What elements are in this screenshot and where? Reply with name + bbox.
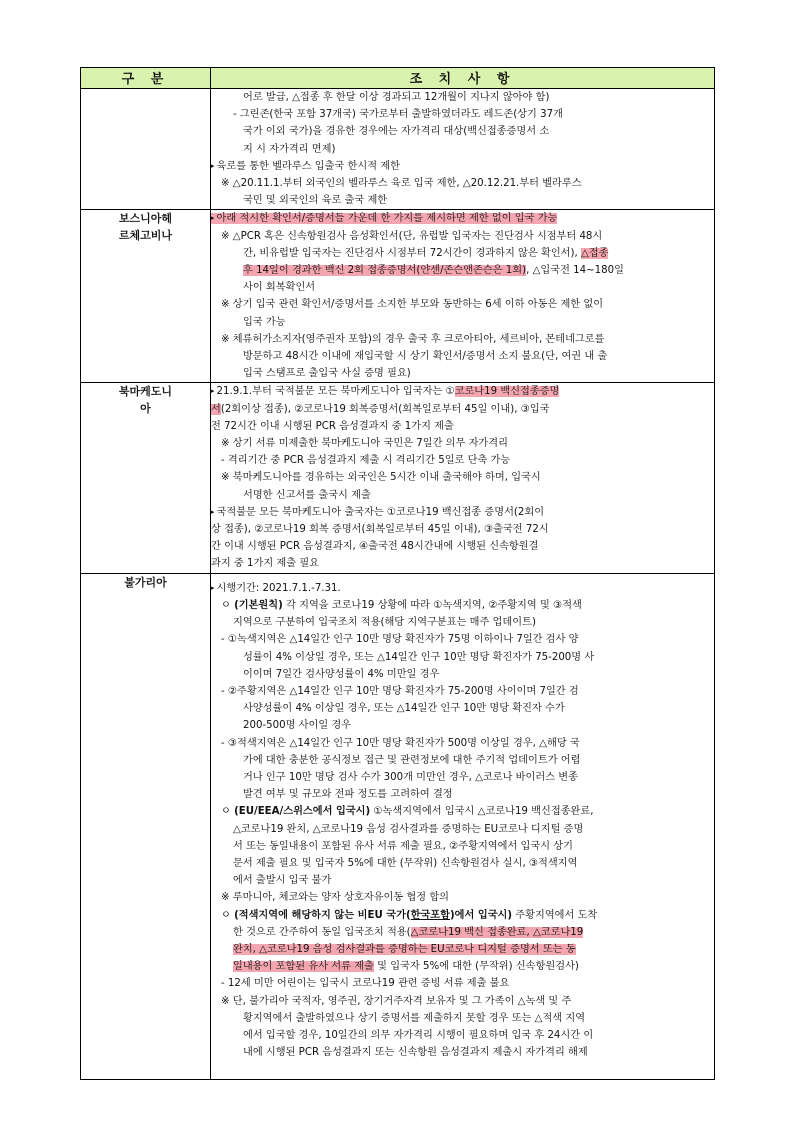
text-line: ※ 상기 입국 관련 확인서/증명서를 소지한 부모와 동반하는 6세 이하 아동은 제한 없이 — [221, 299, 604, 311]
header-category: 구 분 — [81, 68, 211, 89]
country-cell — [81, 210, 211, 383]
text-line: 문서 제출 필요 및 입국자 5%에 대한 (무작위) 신속항원검사 실시, ③적색지역 — [233, 857, 578, 869]
text-line: ※ 루마니아, 체코와는 양자 상호자유이동 협정 합의 — [221, 892, 450, 904]
bullet-line: ▸ 21.9.1.부터 국적불문 모든 북마케도니아 입국자는 ①코로나19 백신접종증명 — [211, 386, 560, 398]
bullet-line: ▸ 아래 적시한 확인서/증명서들 가운데 한 가지를 제시하면 제한 없이 입국 가능 — [211, 213, 558, 225]
country-cell — [81, 383, 211, 573]
circle-bullet-icon: ㅇ — [221, 599, 231, 611]
header-measures: 조 치 사 항 — [211, 68, 715, 89]
text-line: ※ △20.11.1.부터 외국인의 벨라루스 육로 입국 제한, △20.12.21.부터 벨라루스 — [221, 178, 582, 190]
measures-table — [80, 67, 715, 1080]
text-line: 서(2회이상 접종), ②코로나19 회복증명서(회복일로부터 45일 이내), ③입국 — [211, 403, 550, 415]
text-line: - ①녹색지역은 △14일간 인구 10만 명당 확진자가 75명 이하이나 7일간 검사 양 — [221, 634, 579, 646]
measures-cell — [211, 210, 715, 383]
text-line: 어로 발급, △접종 후 한달 이상 경과되고 12개월이 지나지 않아야 함) — [243, 92, 550, 103]
text-line: 지 시 자가격리 면제) — [243, 143, 336, 155]
country-name: 보스니아헤 — [118, 212, 173, 226]
text-line: ※ 체류허가소지자(영주권자 포함)의 경우 출국 후 크로아티아, 세르비아, 몬테네그로를 — [221, 333, 605, 345]
text-line: - ③적색지역은 △14일간 인구 10만 명당 확진자가 500명 이상일 경우, △해당 국 — [221, 737, 580, 749]
text-line: ※ 상기 서류 미제출한 북마케도니아 국민은 7일간 의무 자가격리 — [221, 438, 508, 450]
text-line: ※ 단, 불가리아 국적자, 영주권, 장기거주자격 보유자 및 그 가족이 △녹색 및 주 — [221, 995, 572, 1007]
text-line: 서명한 신고서를 출국시 제출 — [243, 489, 371, 501]
measures-cell — [211, 383, 715, 573]
triangle-bullet-icon: ▸ — [211, 507, 215, 516]
text-line: 입국 가능 — [243, 316, 286, 328]
country-name: 북마케도니 — [118, 385, 173, 399]
country-name: 아 — [140, 402, 151, 416]
text-line: ㅇ (EU/EEA/스위스에서 입국시) ①녹색지역에서 입국시 △코로나19 백신접종완료, — [221, 806, 594, 818]
text-line: 전 72시간 이내 시행된 PCR 음성결과지 중 1가지 제출 — [211, 420, 454, 432]
text-line: 과지 중 1가지 제출 필요 — [211, 558, 320, 570]
text-line: 간, 비유럽발 입국자는 진단검사 시점부터 72시간이 경과하지 않은 확인서), △접종 — [243, 247, 609, 259]
text-line: 국민 및 외국인의 육로 출국 제한 — [243, 195, 388, 207]
triangle-bullet-icon: ▸ — [211, 161, 215, 170]
text-line: ㅇ (기본원칙) 각 지역을 코로나19 상황에 따라 ①녹색지역, ②주황지역 및 ③적색 — [221, 599, 582, 611]
triangle-bullet-icon: ▸ — [211, 387, 215, 396]
text-line: 에서 입국할 경우, 10일간의 의무 자가격리 시행이 필요하며 입국 후 24시간 이 — [243, 1029, 594, 1041]
table-row — [81, 210, 715, 383]
text-line: 내에 시행된 PCR 음성결과지 또는 신속항원 음성결과지 제출시 자가격리 해제 — [243, 1047, 588, 1059]
text-line: 사양성률이 4% 이상일 경우, 또는 △14일간 인구 10만 명당 확진자 수가 — [243, 703, 565, 715]
text-line: 사이 회복확인서 — [243, 282, 316, 294]
text-line: 한 것으로 간주하여 동일 입국조치 적용(△코로나19 백신 접종완료, △코로나19 — [233, 926, 584, 938]
text-line: 가에 대한 충분한 공식정보 접근 및 관련정보에 대한 주기적 업데이트가 어렵 — [243, 754, 581, 766]
text-line: 200-500명 사이일 경우 — [243, 720, 352, 732]
text-line: - 12세 미만 어린이는 입국시 코로나19 관련 증빙 서류 제출 불요 — [221, 978, 510, 990]
text-line: 발견 여부 및 규모와 전파 정도를 고려하여 결정 — [243, 789, 453, 801]
bullet-line: ▸ 국적불문 모든 북마케도니아 출국자는 ①코로나19 백신접종 증명서(2회이 — [211, 506, 545, 518]
text-line: 국가 이외 국가)을 경유한 경우에는 자가격리 대상(백신접종증명서 소 — [243, 126, 550, 138]
text-line: 이이며 7일간 검사양성률이 4% 미만일 경우 — [243, 668, 440, 680]
circle-bullet-icon: ㅇ — [221, 806, 231, 818]
text-line: 완치, △코로나19 음성 검사결과를 증명하는 EU코로나 디지털 증명서 또는 동 — [233, 943, 576, 955]
text-line: 에서 출발시 입국 불가 — [233, 875, 332, 887]
text-line: 간 이내 시행된 PCR 음성결과지, ④출국전 48시간내에 시행된 신속항원결 — [211, 541, 539, 553]
text-line: 서 또는 동일내용이 포함된 유사 서류 제출 필요, ②주황지역에서 입국시 상기 — [233, 840, 573, 852]
circle-bullet-icon: ㅇ — [221, 909, 231, 921]
text-line: 입국 스탬프로 출입국 사실 증명 필요) — [243, 368, 411, 380]
text-line: ㅇ (적색지역에 해당하지 않는 비EU 국가(한국포함)에서 입국시) 주황지역에서 도착 — [221, 909, 598, 921]
text-line: 상 접종), ②코로나19 회복 증명서(회복일로부터 45일 이내), ③출국전 72시 — [211, 524, 549, 536]
table-row — [81, 89, 715, 210]
text-line: 황지역에서 출발하였으나 상기 증명서를 제출하지 못할 경우 또는 △적색 지역 — [243, 1012, 586, 1024]
triangle-bullet-icon: ▸ — [211, 214, 215, 223]
text-line: - ②주황지역은 △14일간 인구 10만 명당 확진자가 75-200명 사이이며 7일간 검 — [221, 685, 579, 697]
text-line: 지역으로 구분하여 입국조치 적용(해당 지역구분표는 매주 업데이트) — [233, 617, 536, 629]
measures-cell — [211, 89, 715, 210]
text-line: △코로나19 완치, △코로나19 음성 검사결과를 증명하는 EU코로나 디지털 증명 — [233, 823, 584, 835]
text-line: - 격리기간 중 PCR 음성결과지 제출 시 격리기간 5일로 단축 가능 — [221, 455, 511, 467]
text-line: - 그린존(한국 포함 37개국) 국가로부터 출발하였더라도 레드존(상기 37개 — [233, 109, 563, 121]
table-row — [81, 573, 715, 1080]
text-line: 일내용이 포함된 유사 서류 제출 및 입국자 5%에 대한 (무작위) 신속항원검사) — [233, 961, 579, 973]
country-cell — [81, 89, 211, 210]
text-line: ※ △PCR 혹은 신속항원검사 음성확인서(단, 유럽발 입국자는 진단검사 시점부터 48시 — [221, 230, 603, 242]
bullet-line: ▸ 육로를 통한 벨라루스 입출국 한시적 제한 — [211, 160, 401, 172]
country-name: 르체고비나 — [118, 229, 173, 243]
text-line: 후 14일이 경과한 백신 2회 접종증명서(얀센/존슨앤존슨은 1회), △입국전 14~180일 — [243, 265, 624, 277]
text-line: 성률이 4% 이상일 경우, 또는 △14일간 인구 10만 명당 확진자가 75-200명 사 — [243, 651, 595, 663]
triangle-bullet-icon: ▸ — [211, 583, 215, 592]
country-cell: 불가리아 — [81, 573, 211, 1080]
bullet-line: ▸ 시행기간: 2021.7.1.-7.31. — [211, 582, 341, 594]
table-row — [81, 383, 715, 573]
text-line: 방문하고 48시간 이내에 재입국할 시 상기 확인서/증명서 소지 불요(단, 여권 내 출 — [243, 351, 608, 363]
text-line: 거나 인구 10만 명당 검사 수가 300개 미만인 경우, △코로나 바이러스 변종 — [243, 771, 578, 783]
text-line: ※ 북마케도니아를 경유하는 외국인은 5시간 이내 출국해야 하며, 입국시 — [221, 472, 541, 484]
measures-cell — [211, 573, 715, 1080]
